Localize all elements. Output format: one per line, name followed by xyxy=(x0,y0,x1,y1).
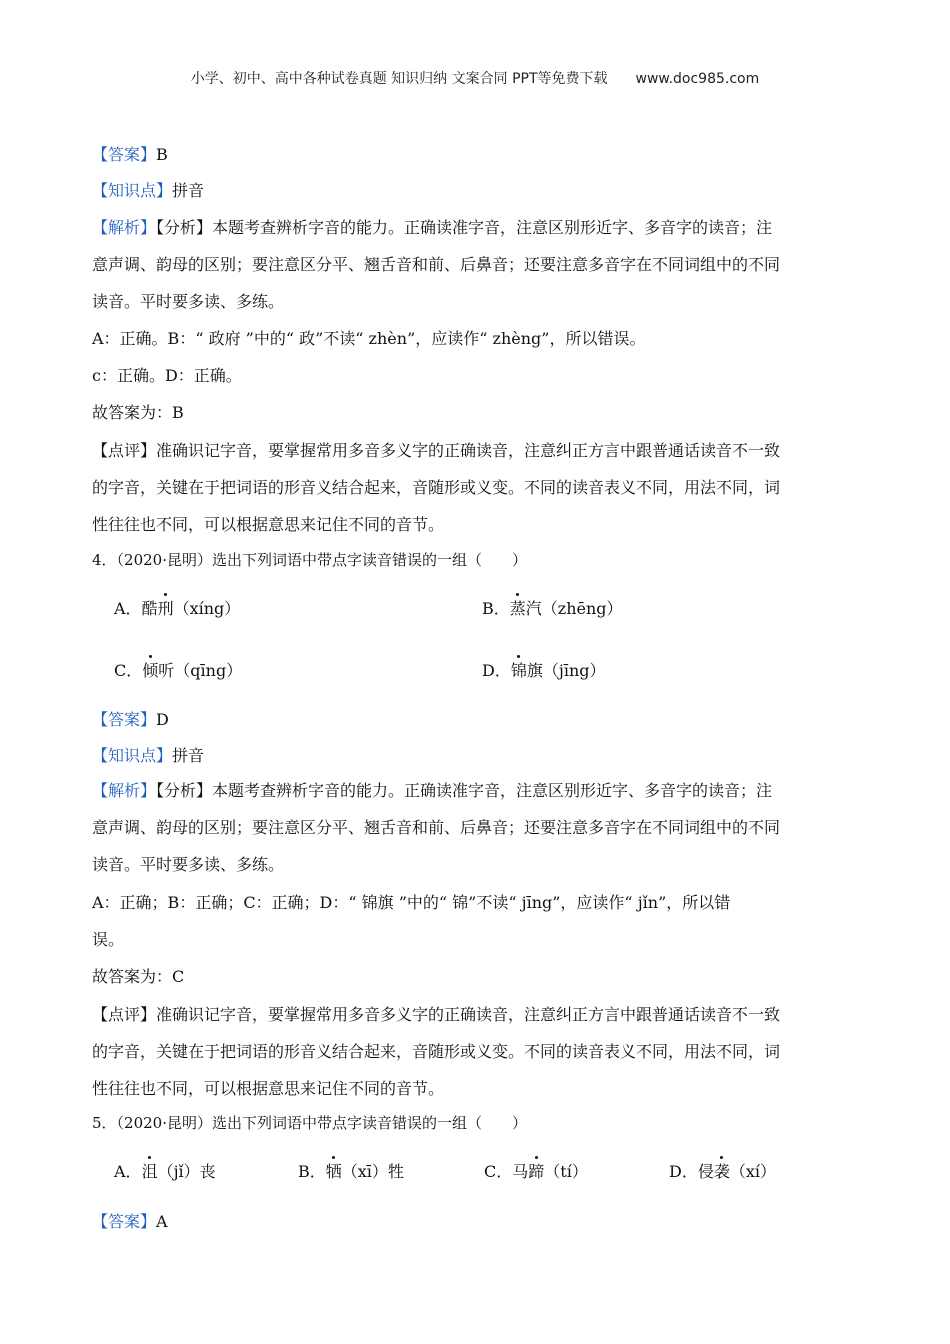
q5-option-d xyxy=(669,1161,776,1183)
comment-text: 准确识记字音，要掌握常用多音多义字的正确读音，注意纠正方言中跟普通话读音不一致 xyxy=(156,441,781,460)
option-pre: 酷 xyxy=(141,599,158,618)
comment2-line-2: 的字音，关键在于把词语的形音义结合起来，音随形或义变。不同的读音表义不同，用法不同，词 xyxy=(92,1042,781,1061)
detail2-line-2: 误。 xyxy=(92,930,125,949)
question-4-stem: 4．（2020·昆明）选出下列词语中带点字读音错误的一组（ ） xyxy=(92,551,527,569)
answer-line-2 xyxy=(92,709,852,731)
q4-option-d xyxy=(482,660,606,682)
option-label: A． xyxy=(114,1162,142,1181)
analysis2-line-2: 意声调、韵母的区别；要注意区分平、翘舌音和前、后鼻音；还要注意多音字在不同词组中的不同 xyxy=(92,818,781,837)
q4-option-a xyxy=(114,598,240,620)
q5-option-a xyxy=(114,1161,216,1183)
option-pinyin: （xí） xyxy=(729,1162,777,1181)
answer-label: 【答案】 xyxy=(92,145,157,164)
option-pinyin: （xíng） xyxy=(173,599,241,618)
analysis-label: 【解析】 xyxy=(92,218,157,237)
option-label: D． xyxy=(482,661,511,680)
analysis-line-3: 读音。平时要多读、多练。 xyxy=(92,292,285,311)
knowledge-label: 【知识点】 xyxy=(92,746,173,765)
analysis-text: 【分析】本题考查辨析字音的能力。正确读准字音，注意区别形近字、多音字的读音；注 xyxy=(156,218,773,237)
q4-option-c xyxy=(114,660,242,682)
dotted-char: 袭 xyxy=(713,1162,730,1181)
dotted-char: 蹄 xyxy=(528,1162,545,1181)
option-pinyin: （xī） xyxy=(341,1162,388,1181)
option-pinyin: （jǐ） xyxy=(157,1162,200,1181)
dotted-char: 沮 xyxy=(141,1162,158,1181)
knowledge-line-1 xyxy=(92,180,852,202)
comment2-line-3: 性往往也不同，可以根据意思来记住不同的音节。 xyxy=(92,1079,445,1098)
q4-option-b xyxy=(482,598,623,620)
header-site: www.doc985.com xyxy=(635,71,760,87)
knowledge-value: 拼音 xyxy=(172,181,205,200)
option-post: 听 xyxy=(158,661,175,680)
comment-line-1 xyxy=(92,440,852,462)
option-pinyin: （tí） xyxy=(544,1162,588,1181)
header-text: 小学、初中、高中各种试卷真题 知识归纳 文案合同 PPT等免费下载 xyxy=(190,71,608,87)
dotted-char: 蒸 xyxy=(509,599,526,618)
detail-line-1: A：正确。B：“ 政府 ”中的“ 政”不读“ zhèn”，应读作“ zhèng”，所以错误。 xyxy=(92,329,646,348)
option-label: C． xyxy=(484,1162,513,1181)
analysis2-line-1 xyxy=(92,780,852,802)
option-post: 丧 xyxy=(199,1162,216,1181)
answer-value: B xyxy=(156,145,168,164)
knowledge-line-2 xyxy=(92,745,852,767)
option-post: 旗 xyxy=(526,661,543,680)
answer-line-1 xyxy=(92,144,852,166)
final-answer-1: 故答案为：B xyxy=(92,403,184,422)
option-label: A． xyxy=(114,599,142,618)
final-answer-2: 故答案为：C xyxy=(92,967,185,986)
option-pre: 马 xyxy=(512,1162,529,1181)
option-label: B． xyxy=(482,599,510,618)
dotted-char: 牺 xyxy=(325,1162,342,1181)
option-label: C． xyxy=(114,661,143,680)
knowledge-value: 拼音 xyxy=(172,746,205,765)
comment2-line-1 xyxy=(92,1004,852,1026)
q5-option-c xyxy=(484,1161,588,1183)
question-5-stem: 5．（2020·昆明）选出下列词语中带点字读音错误的一组（ ） xyxy=(92,1114,527,1132)
analysis-line-1 xyxy=(92,217,852,239)
option-label: D． xyxy=(669,1162,698,1181)
comment-line-3: 性往往也不同，可以根据意思来记住不同的音节。 xyxy=(92,515,445,534)
answer-value: A xyxy=(156,1212,168,1231)
option-pinyin: （jīng） xyxy=(542,661,606,680)
dotted-char: 锦 xyxy=(510,661,527,680)
comment-label: 【点评】 xyxy=(92,441,157,460)
answer-label: 【答案】 xyxy=(92,710,157,729)
analysis-line-2: 意声调、韵母的区别；要注意区分平、翘舌音和前、后鼻音；还要注意多音字在不同词组中的不同 xyxy=(92,255,781,274)
option-pinyin: （zhēng） xyxy=(541,599,623,618)
answer-value: D xyxy=(156,710,169,729)
dotted-char: 刑 xyxy=(157,599,174,618)
analysis-text: 【分析】本题考查辨析字音的能力。正确读准字音，注意区别形近字、多音字的读音；注 xyxy=(156,781,773,800)
detail2-line-1: A：正确；B：正确；C：正确；D：“ 锦旗 ”中的“ 锦”不读“ jīng”，应读作“ jǐn”，所以错 xyxy=(92,893,731,912)
option-post: 汽 xyxy=(525,599,542,618)
option-pinyin: （qīng） xyxy=(174,661,243,680)
q5-option-b xyxy=(298,1161,404,1183)
option-label: B． xyxy=(298,1162,326,1181)
comment-text: 准确识记字音，要掌握常用多音多义字的正确读音，注意纠正方言中跟普通话读音不一致 xyxy=(156,1005,781,1024)
comment-line-2: 的字音，关键在于把词语的形音义结合起来，音随形或义变。不同的读音表义不同，用法不同，词 xyxy=(92,478,781,497)
option-post: 牲 xyxy=(387,1162,404,1181)
answer-label: 【答案】 xyxy=(92,1212,157,1231)
analysis2-line-3: 读音。平时要多读、多练。 xyxy=(92,855,285,874)
analysis-label: 【解析】 xyxy=(92,781,157,800)
page-header xyxy=(0,68,950,88)
detail-line-2: c：正确。D：正确。 xyxy=(92,366,242,385)
comment-label: 【点评】 xyxy=(92,1005,157,1024)
option-pre: 侵 xyxy=(697,1162,714,1181)
knowledge-label: 【知识点】 xyxy=(92,181,173,200)
answer-line-3 xyxy=(92,1211,852,1233)
dotted-char: 倾 xyxy=(142,661,159,680)
